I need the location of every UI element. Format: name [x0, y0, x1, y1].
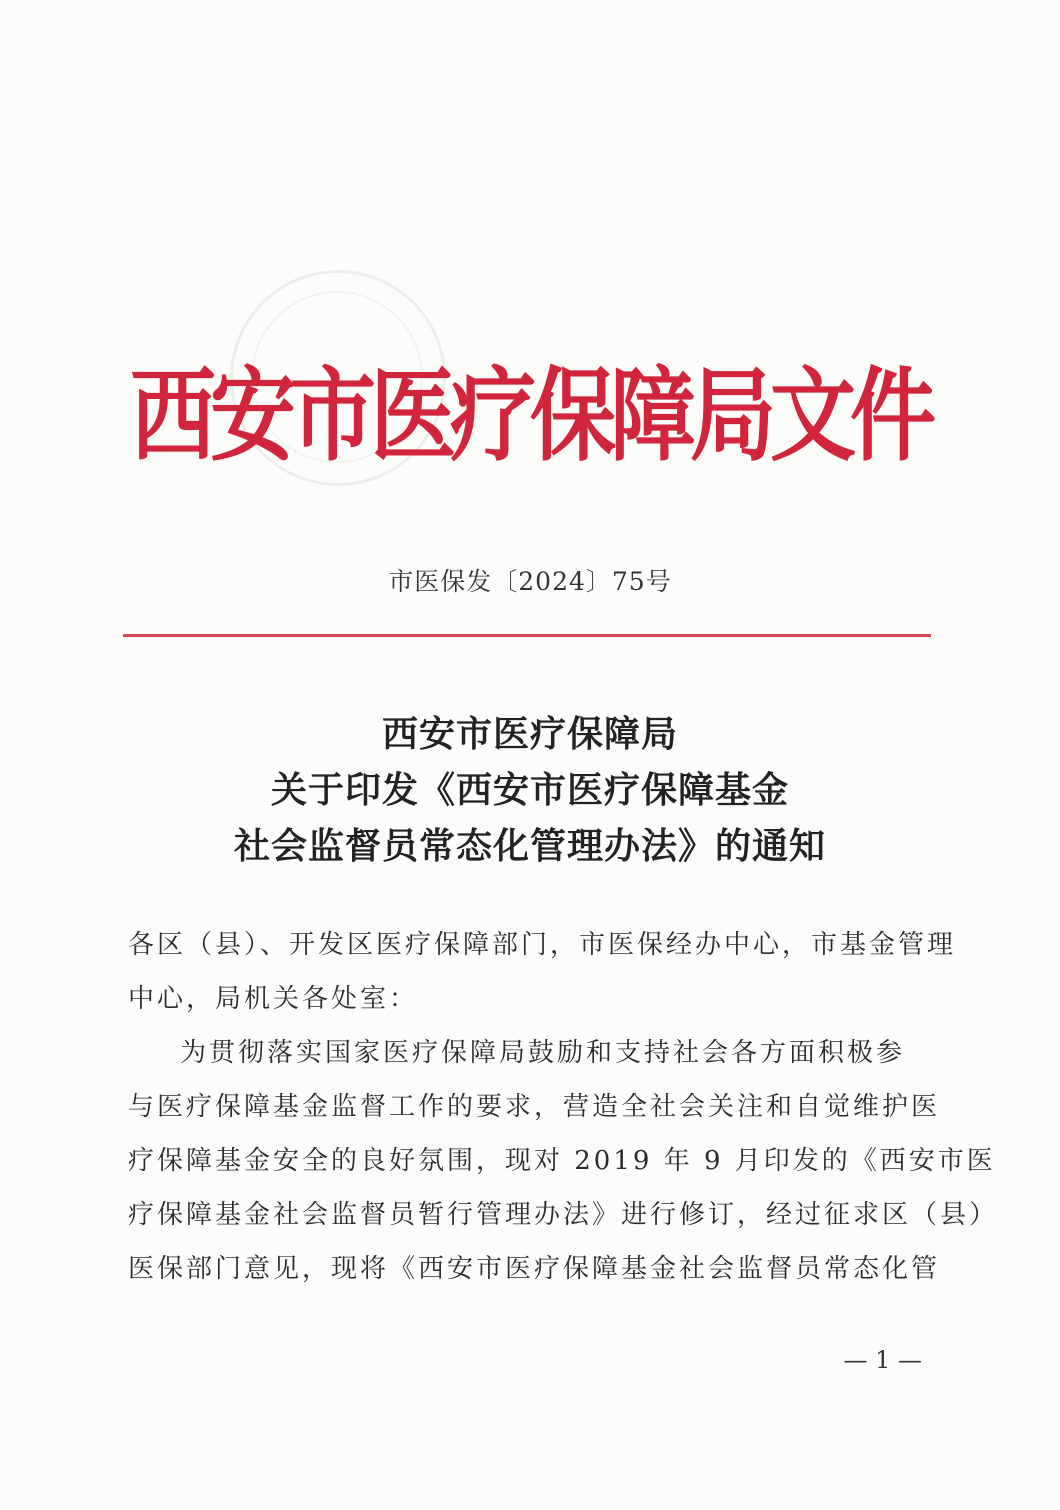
addressee-line: 各区（县）、开发区医疗保障部门，市医保经办中心，市基金管理 [128, 930, 957, 960]
issuing-authority-red-header: 西安市医疗保障局文件 [130, 356, 930, 476]
paragraph-line: 疗保障基金社会监督员暂行管理办法》进行修订，经过征求区（县） [128, 1200, 999, 1230]
main-paragraph [128, 1026, 999, 1296]
paragraph-line: 为贯彻落实国家医疗保障局鼓励和支持社会各方面积极参 [180, 1038, 906, 1068]
notice-title-line: 西安市医疗保障局 [381, 713, 678, 755]
red-separator-rule [123, 634, 931, 637]
paragraph-line: 医保部门意见，现将《西安市医疗保障基金社会监督员常态化管 [128, 1254, 941, 1284]
addressee-line: 中心，局机关各处室： [128, 984, 419, 1014]
paragraph-line: 疗保障基金安全的良好氛围，现对 2019 年 9 月印发的《西安市医 [128, 1146, 996, 1176]
notice-title-line: 关于印发《西安市医疗保障基金 [270, 769, 789, 811]
paragraph-line: 与医疗保障基金监督工作的要求，营造全社会关注和自觉维护医 [128, 1092, 941, 1122]
notice-title [0, 706, 1060, 874]
document-number: 市医保发〔2024〕75号 [388, 567, 672, 596]
body-text [128, 918, 999, 1296]
notice-title-line: 社会监督员常态化管理办法》的通知 [233, 825, 826, 867]
page-number: — 1 — [843, 1346, 922, 1374]
addressee-paragraph [128, 918, 957, 1026]
